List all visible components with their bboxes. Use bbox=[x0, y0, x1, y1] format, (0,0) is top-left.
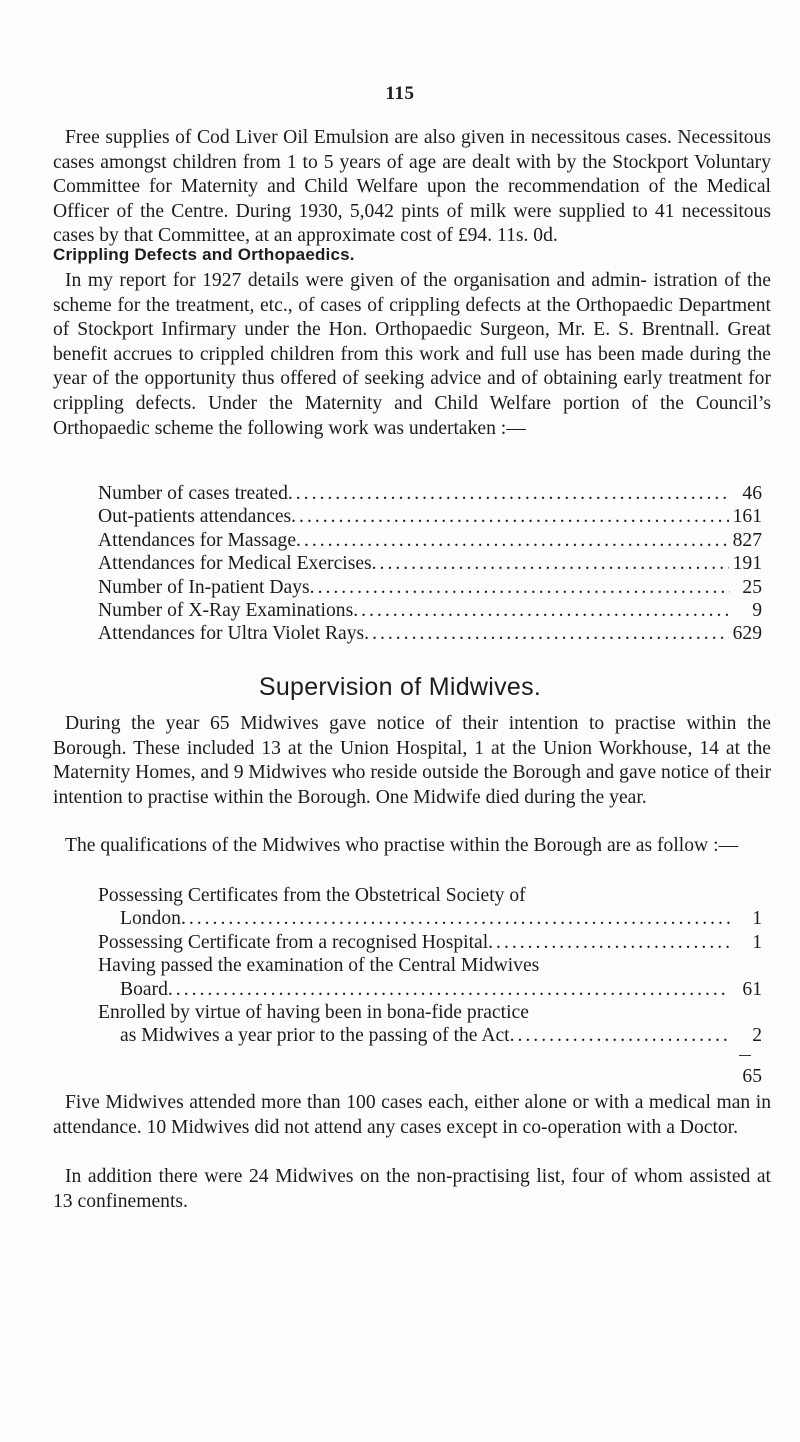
qualification-count: 61 bbox=[742, 978, 762, 1000]
qualification-text-cont: Board bbox=[120, 978, 168, 1000]
stat-row bbox=[98, 505, 762, 528]
stat-label: Attendances for Massage bbox=[98, 529, 297, 551]
qualification-count: 1 bbox=[752, 908, 762, 930]
qualifications-intro: The qualifications of the Midwives who practise within the Borough are as follow :— bbox=[65, 835, 739, 856]
attended-paragraph: Five Midwives attended more than 100 cases each, either alone or with a medical man in attendance. 10 Midwives did not attend any cases except in co-operation with a Doctor. bbox=[53, 1092, 771, 1138]
qualifications-list bbox=[98, 884, 762, 1048]
intro-paragraph: Free supplies of Cod Liver Oil Emulsion are also given in necessitous cases. Necessitous cases amongst children from 1 to 5 years of age are dealt with by the Stockport Voluntary Committee for Maternity and Child Welfare upon the recommendation of the Medical Officer of the Centre. During 1930, 5,042 pints of milk were supplied to 41 necessitous cases by that Committee, at an approximate cost of £94. 11s. 0d. bbox=[53, 127, 771, 247]
stat-row bbox=[98, 576, 762, 599]
leader-dots bbox=[291, 505, 728, 528]
stat-value: 161 bbox=[732, 506, 762, 528]
stat-label: Number of X-Ray Examinations bbox=[98, 600, 354, 622]
stat-row bbox=[98, 552, 762, 575]
stat-label: Out-patients attendances bbox=[98, 506, 292, 528]
qualification-item bbox=[98, 884, 762, 931]
stat-label: Attendances for Ultra Violet Rays bbox=[98, 623, 365, 645]
qualification-text: Possessing Certificate from a recognised Hospital bbox=[98, 931, 489, 953]
leader-dots bbox=[353, 599, 730, 622]
stat-label: Number of In-patient Days bbox=[98, 576, 310, 598]
non-practising-paragraph: In addition there were 24 Midwives on the non-practising list, four of whom assisted at 13 confinements. bbox=[53, 1166, 771, 1212]
qualification-item bbox=[98, 954, 762, 1001]
total-rule bbox=[739, 1055, 751, 1056]
leader-dots bbox=[296, 529, 729, 552]
qualification-text-cont: London bbox=[120, 908, 181, 930]
page-number: 115 bbox=[385, 83, 415, 104]
stat-label: Attendances for Medical Exercises bbox=[98, 553, 372, 575]
orthopaedics-heading: Crippling Defects and Orthopaedics. bbox=[53, 245, 355, 264]
midwives-section-title: Supervision of Midwives. bbox=[258, 673, 542, 701]
stat-row bbox=[98, 599, 762, 622]
leader-dots bbox=[288, 482, 730, 505]
stat-value: 827 bbox=[732, 529, 762, 551]
qualifications-total: 65 bbox=[742, 1066, 762, 1087]
leader-dots bbox=[372, 552, 729, 575]
stat-value: 9 bbox=[752, 600, 762, 622]
stat-row bbox=[98, 622, 762, 645]
leader-dots bbox=[510, 1024, 730, 1047]
leader-dots bbox=[168, 978, 730, 1001]
qualification-text: Enrolled by virtue of having been in bona-fide practice bbox=[98, 1002, 529, 1024]
stat-row bbox=[98, 482, 762, 505]
leader-dots bbox=[310, 576, 730, 599]
stat-label: Number of cases treated bbox=[98, 483, 288, 504]
qualification-count: 1 bbox=[752, 931, 762, 953]
qualification-item bbox=[98, 931, 762, 954]
stat-value: 191 bbox=[732, 553, 762, 575]
qualification-text: Having passed the examination of the Central Midwives bbox=[98, 955, 540, 977]
leader-dots bbox=[488, 931, 730, 954]
midwives-paragraph: During the year 65 Midwives gave notice of their intention to practise within the Borough. These included 13 at the Union Hospital, 1 at the Union Workhouse, 14 at the Maternity Homes, and 9 Midwives who reside outside the Borough and gave notice of their intention to practise within the Borough. One Midwife died during the year. bbox=[53, 713, 771, 808]
stat-row bbox=[98, 529, 762, 552]
leader-dots bbox=[181, 907, 730, 930]
stat-value: 25 bbox=[742, 576, 762, 598]
orthopaedics-paragraph: In my report for 1927 details were given of the organisation and admin- istration of the scheme for the treatment, etc., of cases of crippling defects at the Orthopaedic Department of Stockport Infirmary under the Hon. Orthopaedic Surgeon, Mr. E. S. Brentnall. Great benefit accrues to crippled children from this work and full use has been made during the year of the opportunity thus offered of seeking advice and of obtaining early treatment for crippling defects. Under the Maternity and Child Welfare portion of the Council’s Orthopaedic scheme the following work was undertaken :— bbox=[53, 270, 771, 439]
orthopaedic-stats-list bbox=[98, 482, 762, 646]
qualification-text-cont: as Midwives a year prior to the passing of the Act bbox=[120, 1025, 510, 1047]
stat-value: 629 bbox=[732, 623, 762, 645]
qualification-count: 2 bbox=[752, 1025, 762, 1047]
qualification-item bbox=[98, 1001, 762, 1048]
stat-value: 46 bbox=[742, 483, 762, 504]
leader-dots bbox=[364, 622, 728, 645]
qualification-text: Possessing Certificates from the Obstetrical Society of bbox=[98, 885, 526, 906]
